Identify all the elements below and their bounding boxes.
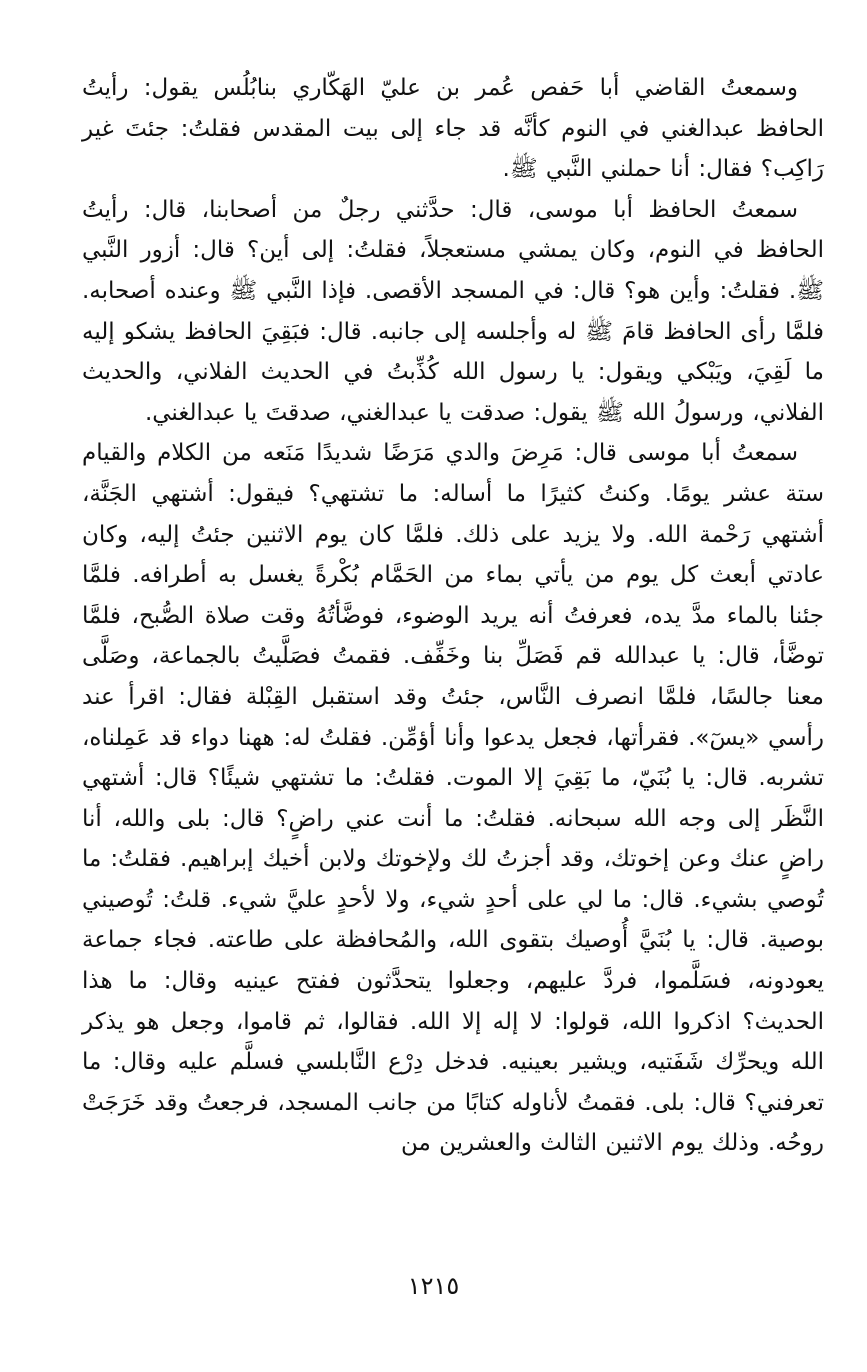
paragraph-dream-abu-musa: سمعتُ الحافظ أبا موسى، قال: حدَّثني رجلٌ من أصحابنا، قال: رأيتُ الحافظ في النوم، وكان يمشي مستعجلاً، فقلتُ: إلى أين؟ قال: أزور النَّبي ﷺ. فقلتُ: وأين هو؟ قال: في المسجد الأقصى. فإذا النَّبي ﷺ وعنده أصحابه. فلمَّا رأى الحافظ قامَ ﷺ له وأجلسه إلى جانبه. قال: فبَقِيَ الحافظ يشكو إليه ما لَقِيَ، ويَبْكي ويقول: يا رسول الله كُذِّبتُ في الحديث الفلاني، والحديث الفلاني، ورسولُ الله ﷺ يقول: صدقت يا عبدالغني، صدقتَ يا عبدالغني. <box>82 196 824 426</box>
page-body <box>82 68 824 1288</box>
page-number: ١٢١٥ <box>407 1272 460 1300</box>
paragraph-death-account: سمعتُ أبا موسى قال: مَرِضَ والدي مَرَضًا شديدًا مَنَعه من الكلام والقيام ستة عشر يومًا. وكنتُ كثيرًا ما أساله: ما تشتهي؟ فيقول: أشتهي الجَنَّة، أشتهي رَحْمة الله. ولا يزيد على ذلك. فلمَّا كان يوم الاثنين جئتُ إليه، وكان عادتي أبعث كل يوم من يأتي بماء من الحَمَّام بُكْرةً يغسل به أطرافه. فلمَّا جئنا بالماء مدَّ يده، فعرفتُ أنه يريد الوضوء، فوضَّأتُهُ وقت صلاة الصُّبح، فلمَّا توضَّأ، قال: يا عبدالله قم فَصَلِّ بنا وخَفِّف. فقمتُ فصَلَّيتُ بالجماعة، وصَلَّى معنا جالسًا، فلمَّا انصرف النَّاس، جئتُ وقد استقبل القِبْلة فقال: اقرأ عند رأسي «يسٓ». فقرأتها، فجعل يدعوا وأنا أؤمِّن. فقلتُ له: ههنا دواء قد عَمِلناه، تشربه. قال: يا بُنَيّ، ما بَقِيَ إلا الموت. فقلتُ: ما تشتهي شيئًا؟ قال: أشتهي النَّظَر إلى وجه الله سبحانه. فقلتُ: ما أنت عني راضٍ؟ قال: بلى والله، أنا راضٍ عنك وعن إخوتك، وقد أجزتُ لك ولإخوتك ولابن أخيك إبراهيم. فقلتُ: ما تُوصي بشيء. قال: ما لي على أحدٍ شيء، ولا لأحدٍ عليَّ شيء. قلتُ: تُوصيني بوصية. قال: يا بُنَيَّ أُوصيك بتقوى الله، والمُحافظة على طاعته. فجاء جماعة يعودونه، فسَلَّموا، فردَّ عليهم، وجعلوا يتحدَّثون ففتح عينيه وقال: ما هذا الحديث؟ اذكروا الله، قولوا: لا إله إلا الله. فقالوا، ثم قاموا، وجعل هو يذكر الله ويحرِّك شَفَتيه، ويشير بعينيه. فدخل دِرْع النَّابلسي فسلَّم عليه وقال: ما تعرفني؟ قال: بلى. فقمتُ لأناوله كتابًا من جانب المسجد، فرجعتُ وقد خَرَجَتْ روحُه. وذلك يوم الاثنين الثالث والعشرين من <box>82 440 824 1157</box>
paragraph-dream-hakkari: وسمعتُ القاضي أبا حَفص عُمر بن عليّ الهَكّاري بنابُلُس يقول: رأيتُ الحافظ عبدالغني في النوم كأنَّه قد جاء إلى بيت المقدس فقلتُ: جئتَ غير رَاكِب؟ فقال: أنا حملني النَّبي ﷺ. <box>82 75 824 183</box>
